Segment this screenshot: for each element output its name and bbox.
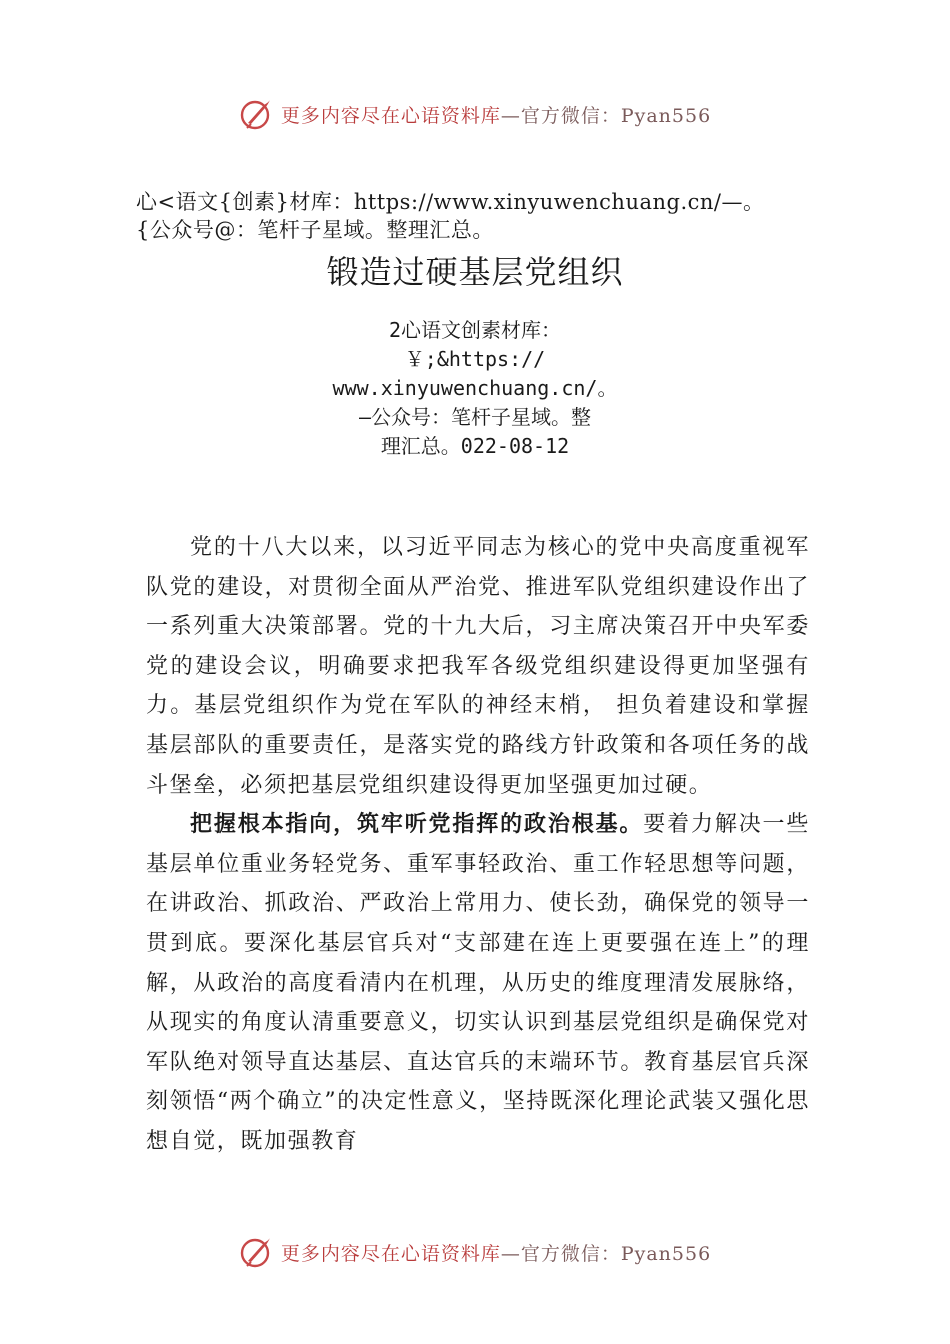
article-meta <box>0 316 950 461</box>
quill-logo-icon <box>239 1234 275 1270</box>
meta-line-5: 理汇总。022-08-12 <box>380 434 570 458</box>
header-banner <box>0 92 950 136</box>
banner-text <box>281 101 711 128</box>
banner-main-text: 更多内容尽在心语资料库 <box>280 104 501 127</box>
banner-text <box>281 1239 711 1266</box>
meta-line-4: —公众号：笔杆子星域。整 <box>358 405 592 429</box>
article-body <box>146 528 810 1162</box>
banner-wechat-text: 官方微信：Pyan556 <box>520 1242 712 1265</box>
quill-logo-icon <box>239 96 275 132</box>
footer-banner <box>0 1230 950 1274</box>
paragraph-2-text: 要着力解决一些基层单位重业务轻党务、重军事轻政治、重工作轻思想等问题，在讲政治、抓政治、严政治上常用力、使长劲，确保党的领导一贯到底。要深化基层官兵对“支部建在连上更要强在连上”的理解，从政治的高度看清内在机理，从历史的维度理清发展脉络，从现实的角度认清重要意义，切实认识到基层党组织是确保党对军队绝对领导直达基层、直达官兵的末端环节。教育基层官兵深刻领悟“两个确立”的决定性意义，坚持既深化理论武装又强化思想自觉，既加强教育 <box>146 812 811 1154</box>
page-title: 锻造过硬基层党组织 <box>326 253 624 291</box>
banner-dash: — <box>500 1242 521 1265</box>
paragraph-2 <box>146 805 810 1161</box>
paragraph-2-lead: 把握根本指向，筑牢听党指挥的政治根基。 <box>190 812 644 838</box>
meta-line-2: ￥;&https:// <box>404 347 546 371</box>
meta-line-3: www.xinyuwenchuang.cn/。 <box>332 376 618 400</box>
banner-main-text: 更多内容尽在心语资料库 <box>280 1242 501 1265</box>
source-line-2: {公众号@：笔杆子星域。整理汇总。 <box>136 218 494 242</box>
meta-line-1: 2心语文创素材库： <box>388 318 562 342</box>
banner-dash: — <box>500 104 521 127</box>
banner-wechat-text: 官方微信：Pyan556 <box>520 104 712 127</box>
paragraph-1: 党的十八大以来，以习近平同志为核心的党中央高度重视军队党的建设，对贯彻全面从严治党、推进军队党组织建设作出了一系列重大决策部署。党的十九大后，习主席决策召开中央军委党的建设会议，明确要求把我军各级党组织建设得更加坚强有力。基层党组织作为党在军队的神经末梢， 担负着建设和掌握基层部队的重要责任，是落实党的路线方针政策和各项任务的战斗堡垒，必须把基层党组织建设得更加坚强更加过硬。 <box>146 535 810 798</box>
source-line-1: 心<语文{创素}材库：https://www.xinyuwenchuang.cn/—。 <box>136 190 765 214</box>
